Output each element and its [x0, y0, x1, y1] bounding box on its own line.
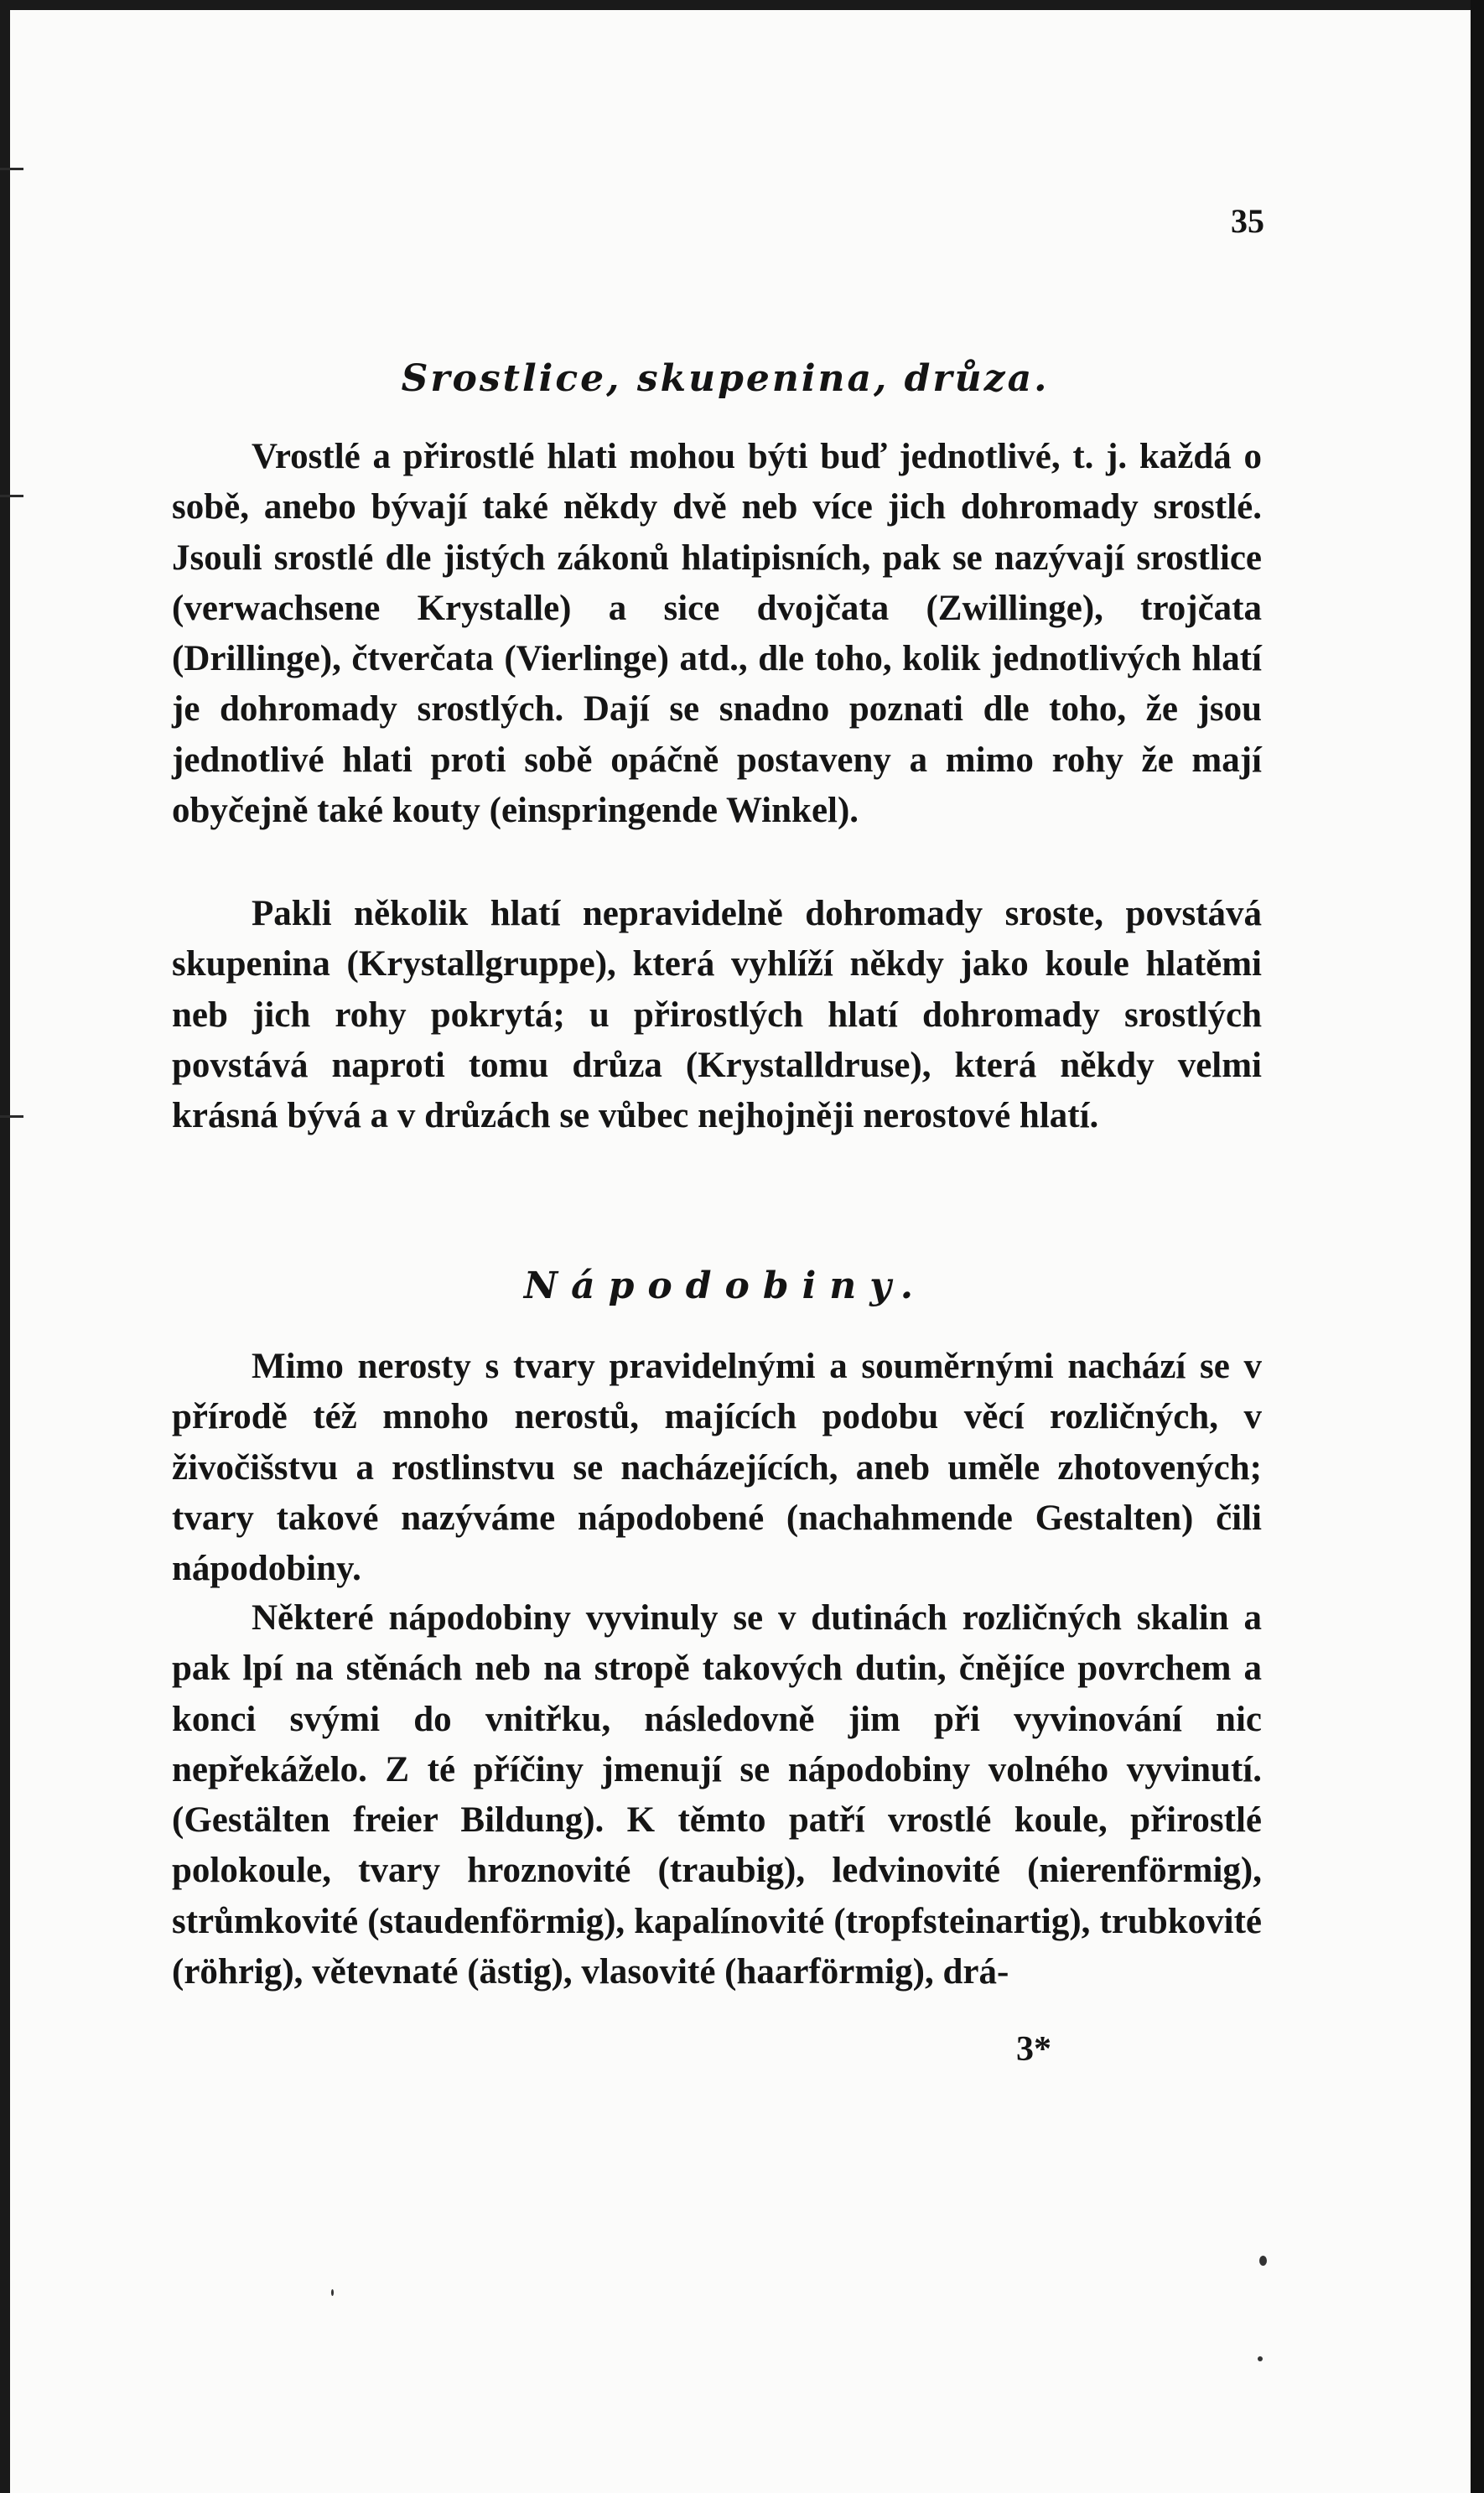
- paragraph-text: Mimo nerosty s tvary pravidelnými a souměrnými nachází se v přírodě též mnoho nerostů, majících podobu věcí rozličných, v živočišstvu a rostlinstvu se nacházejících, aneb uměle zhotovených; tvary takové nazýváme nápodobené (nachahmende Gestalten) čili nápodobiny.: [172, 1347, 1262, 1589]
- margin-mark: [0, 168, 23, 170]
- scan-speck: [1258, 2356, 1263, 2361]
- paragraph-text: Pakli několik hlatí nepravidelně dohromady sroste, povstává skupenina (Krystallgruppe), která vyhlíží někdy jako koule hlatěmi neb jich rohy pokrytá; u přirostlých hlatí dohromady srostlých povstává naproti tomu drůza (Krystalldruse), která někdy velmi krásná bývá a v drůzách se vůbec nejhojněji nerostové hlatí.: [172, 894, 1262, 1136]
- margin-mark: [0, 1115, 23, 1118]
- paragraph-text: Některé nápodobiny vyvinuly se v dutinách rozličných skalin a pak lpí na stěnách neb na stropě takových dutin, čnějíce povrchem a konci svými do vnitřku, následovně jim při vyvinování nic nepřekáželo. Z té příčiny jmenují se nápodobiny volného vyvinutí. (Gestälten freier Bildung). K těmto patří vrostlé koule, přirostlé polokoule, tvary hroznovité (traubig), ledvinovité (nierenförmig), strůmkovité (staudenförmig), kapalínovité (tropfsteinartig), trubkovité (röhrig), větevnaté (ästig), vlasovité (haarförmig), drá-: [172, 1598, 1262, 1992]
- scan-speck: [1259, 2256, 1267, 2266]
- section-heading-napodobiny: Nápodobiny.: [523, 1265, 927, 1307]
- scan-border-top: [0, 0, 1484, 10]
- margin-mark: [0, 495, 23, 497]
- scan-border-right: [1471, 0, 1484, 2493]
- paragraph: [172, 432, 1262, 836]
- paragraph: [172, 1342, 1262, 1594]
- scan-border-left: [0, 0, 10, 2493]
- paragraph: [172, 1593, 1262, 1997]
- paragraph: [172, 889, 1262, 1141]
- printer-signature: 3*: [1016, 2030, 1051, 2069]
- paragraph-text: Vrostlé a přirostlé hlati mohou býti buď jednotlivé, t. j. každá o sobě, anebo bývají také někdy dvě neb více jich dohromady srostlé. Jsouli srostlé dle jistých zákonů hlatipisních, pak se nazývají srostlice (verwachsene Krystalle) a sice dvojčata (Zwillinge), trojčata (Drillinge), čtverčata (Vierlinge) atd., dle toho, kolik jednotlivých hlatí je dohromady srostlých. Dají se snadno poznati dle toho, že jsou jednotlivé hlati proti sobě opáčně postaveny a mimo rohy že mají obyčejně také kouty (einspringende Winkel).: [172, 437, 1262, 831]
- scan-speck: [331, 2289, 334, 2296]
- page-number: 35: [1231, 202, 1264, 240]
- section-heading-srostlice: Srostlice, skupenina, drůza.: [401, 357, 1050, 400]
